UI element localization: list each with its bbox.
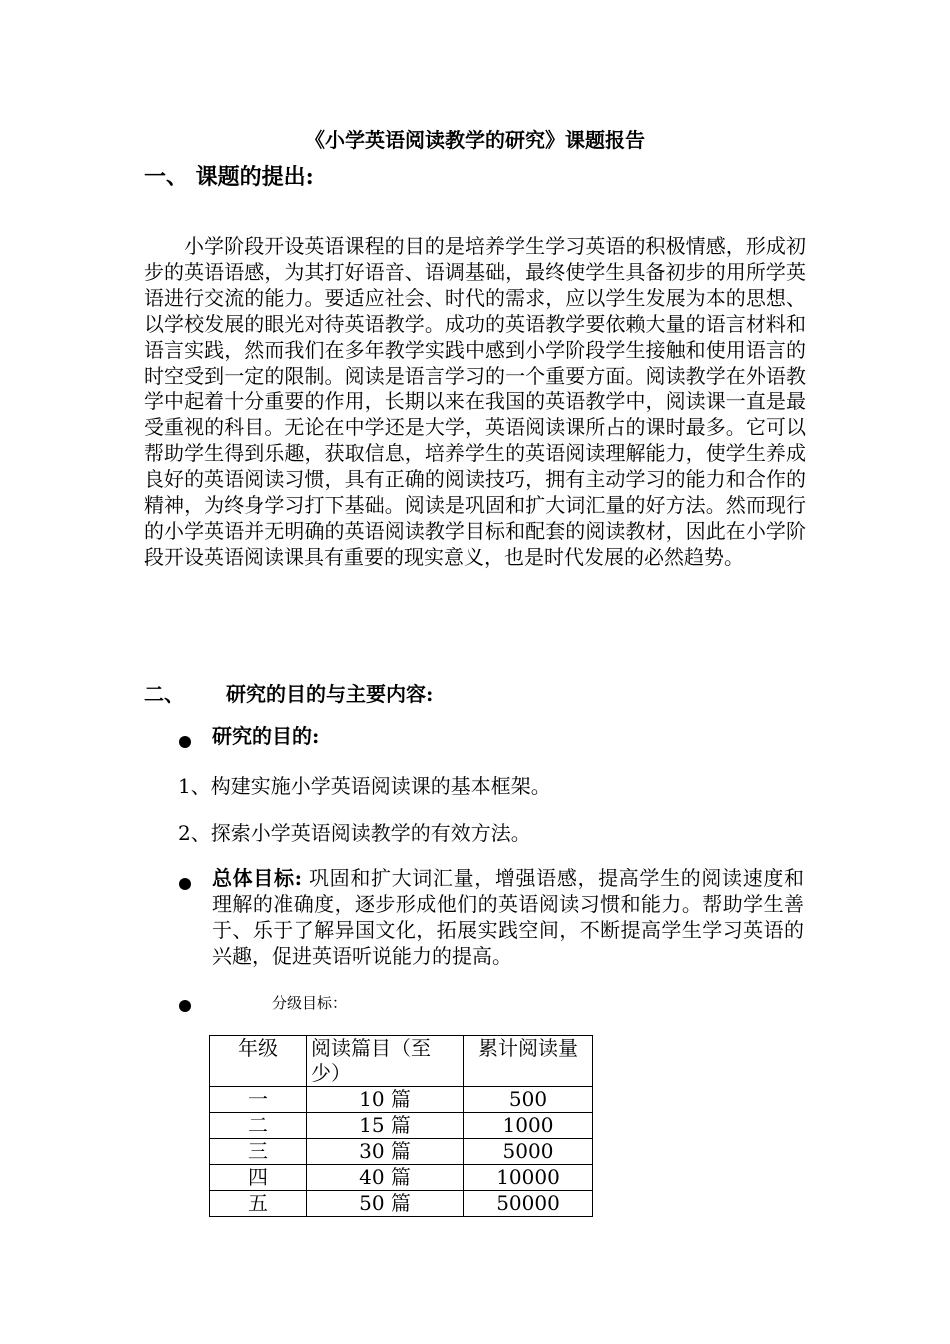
table-cell: 三 [210,1139,307,1165]
table-cell: 10000 [464,1165,593,1191]
purpose-item-2: 2、探索小学英语阅读教学的有效方法。 [178,821,531,845]
table-cell: 500 [464,1087,593,1113]
overall-goal-label: 总体目标: [212,866,302,890]
table-row [210,1165,593,1191]
document-title: 《小学英语阅读教学的研究》课题报告 [305,128,645,152]
table-cell: 40 篇 [307,1165,464,1191]
bullet-icon [179,1000,191,1012]
section-1-heading: 一、 课题的提出: [144,164,314,190]
purpose-label: 研究的目的: [212,724,320,748]
table-cell: 50000 [464,1191,593,1217]
table-cell: 15 篇 [307,1113,464,1139]
grade-goal-label: 分级目标： [272,996,348,1012]
table-header-grade: 年级 [210,1036,307,1087]
table-header-articles: 阅读篇目（至少） [307,1036,464,1087]
section-2-heading [144,678,433,707]
table-cell: 五 [210,1191,307,1217]
table-row [210,1139,593,1165]
table-row [210,1191,593,1217]
section-1-paragraph: 小学阶段开设英语课程的目的是培养学生学习英语的积极情感，形成初步的英语语感，为其打好语音、语调基础，最终使学生具备初步的用所学英语进行交流的能力。要适应社会、时代的需求，应以学生发展为本的思想、以学校发展的眼光对待英语教学。成功的英语教学要依赖大量的语言材料和语言实践，然而我们在多年教学实践中感到小学阶段学生接触和使用语言的时空受到一定的限制。阅读是语言学习的一个重要方面。阅读教学在外语教学中起着十分重要的作用，长期以来在我国的英语教学中，阅读课一直是最受重视的科目。无论在中学还是大学，英语阅读课所占的课时最多。它可以帮助学生得到乐趣，获取信息，培养学生的英语阅读理解能力，使学生养成良好的英语阅读习惯，具有正确的阅读技巧，拥有主动学习的能力和合作的精神，为终身学习打下基础。阅读是巩固和扩大词汇量的好方法。然而现行的小学英语并无明确的英语阅读教学目标和配套的阅读教材，因此在小学阶段开设英语阅读课具有重要的现实意义，也是时代发展的必然趋势。 [144,234,806,569]
purpose-item-1: 1、构建实施小学英语阅读课的基本框架。 [178,774,551,798]
table-row [210,1087,593,1113]
table-cell: 10 篇 [307,1087,464,1113]
table-header-row [210,1036,593,1087]
table-header-total: 累计阅读量 [464,1036,593,1087]
overall-goal-text: 巩固和扩大词汇量，增强语感，提高学生的阅读速度和理解的准确度，逐步形成他们的英语阅读习惯和能力。帮助学生善于、乐于了解异国文化，拓展实践空间，不断提高学生学习英语的兴趣，促进英语听说能力的提高。 [212,866,804,968]
table-row [210,1113,593,1139]
table-cell: 50 篇 [307,1191,464,1217]
table-cell: 一 [210,1087,307,1113]
table-cell: 四 [210,1165,307,1191]
bullet-icon [179,878,191,890]
section-2-heading-text: 研究的目的与主要内容: [226,682,434,706]
table-cell: 30 篇 [307,1139,464,1165]
section-2-number: 二、 [144,682,184,706]
table-cell: 5000 [464,1139,593,1165]
bullet-icon [179,736,191,748]
grade-goal-table [209,1035,593,1217]
table-cell: 1000 [464,1113,593,1139]
table-cell: 二 [210,1113,307,1139]
overall-goal [212,866,804,970]
